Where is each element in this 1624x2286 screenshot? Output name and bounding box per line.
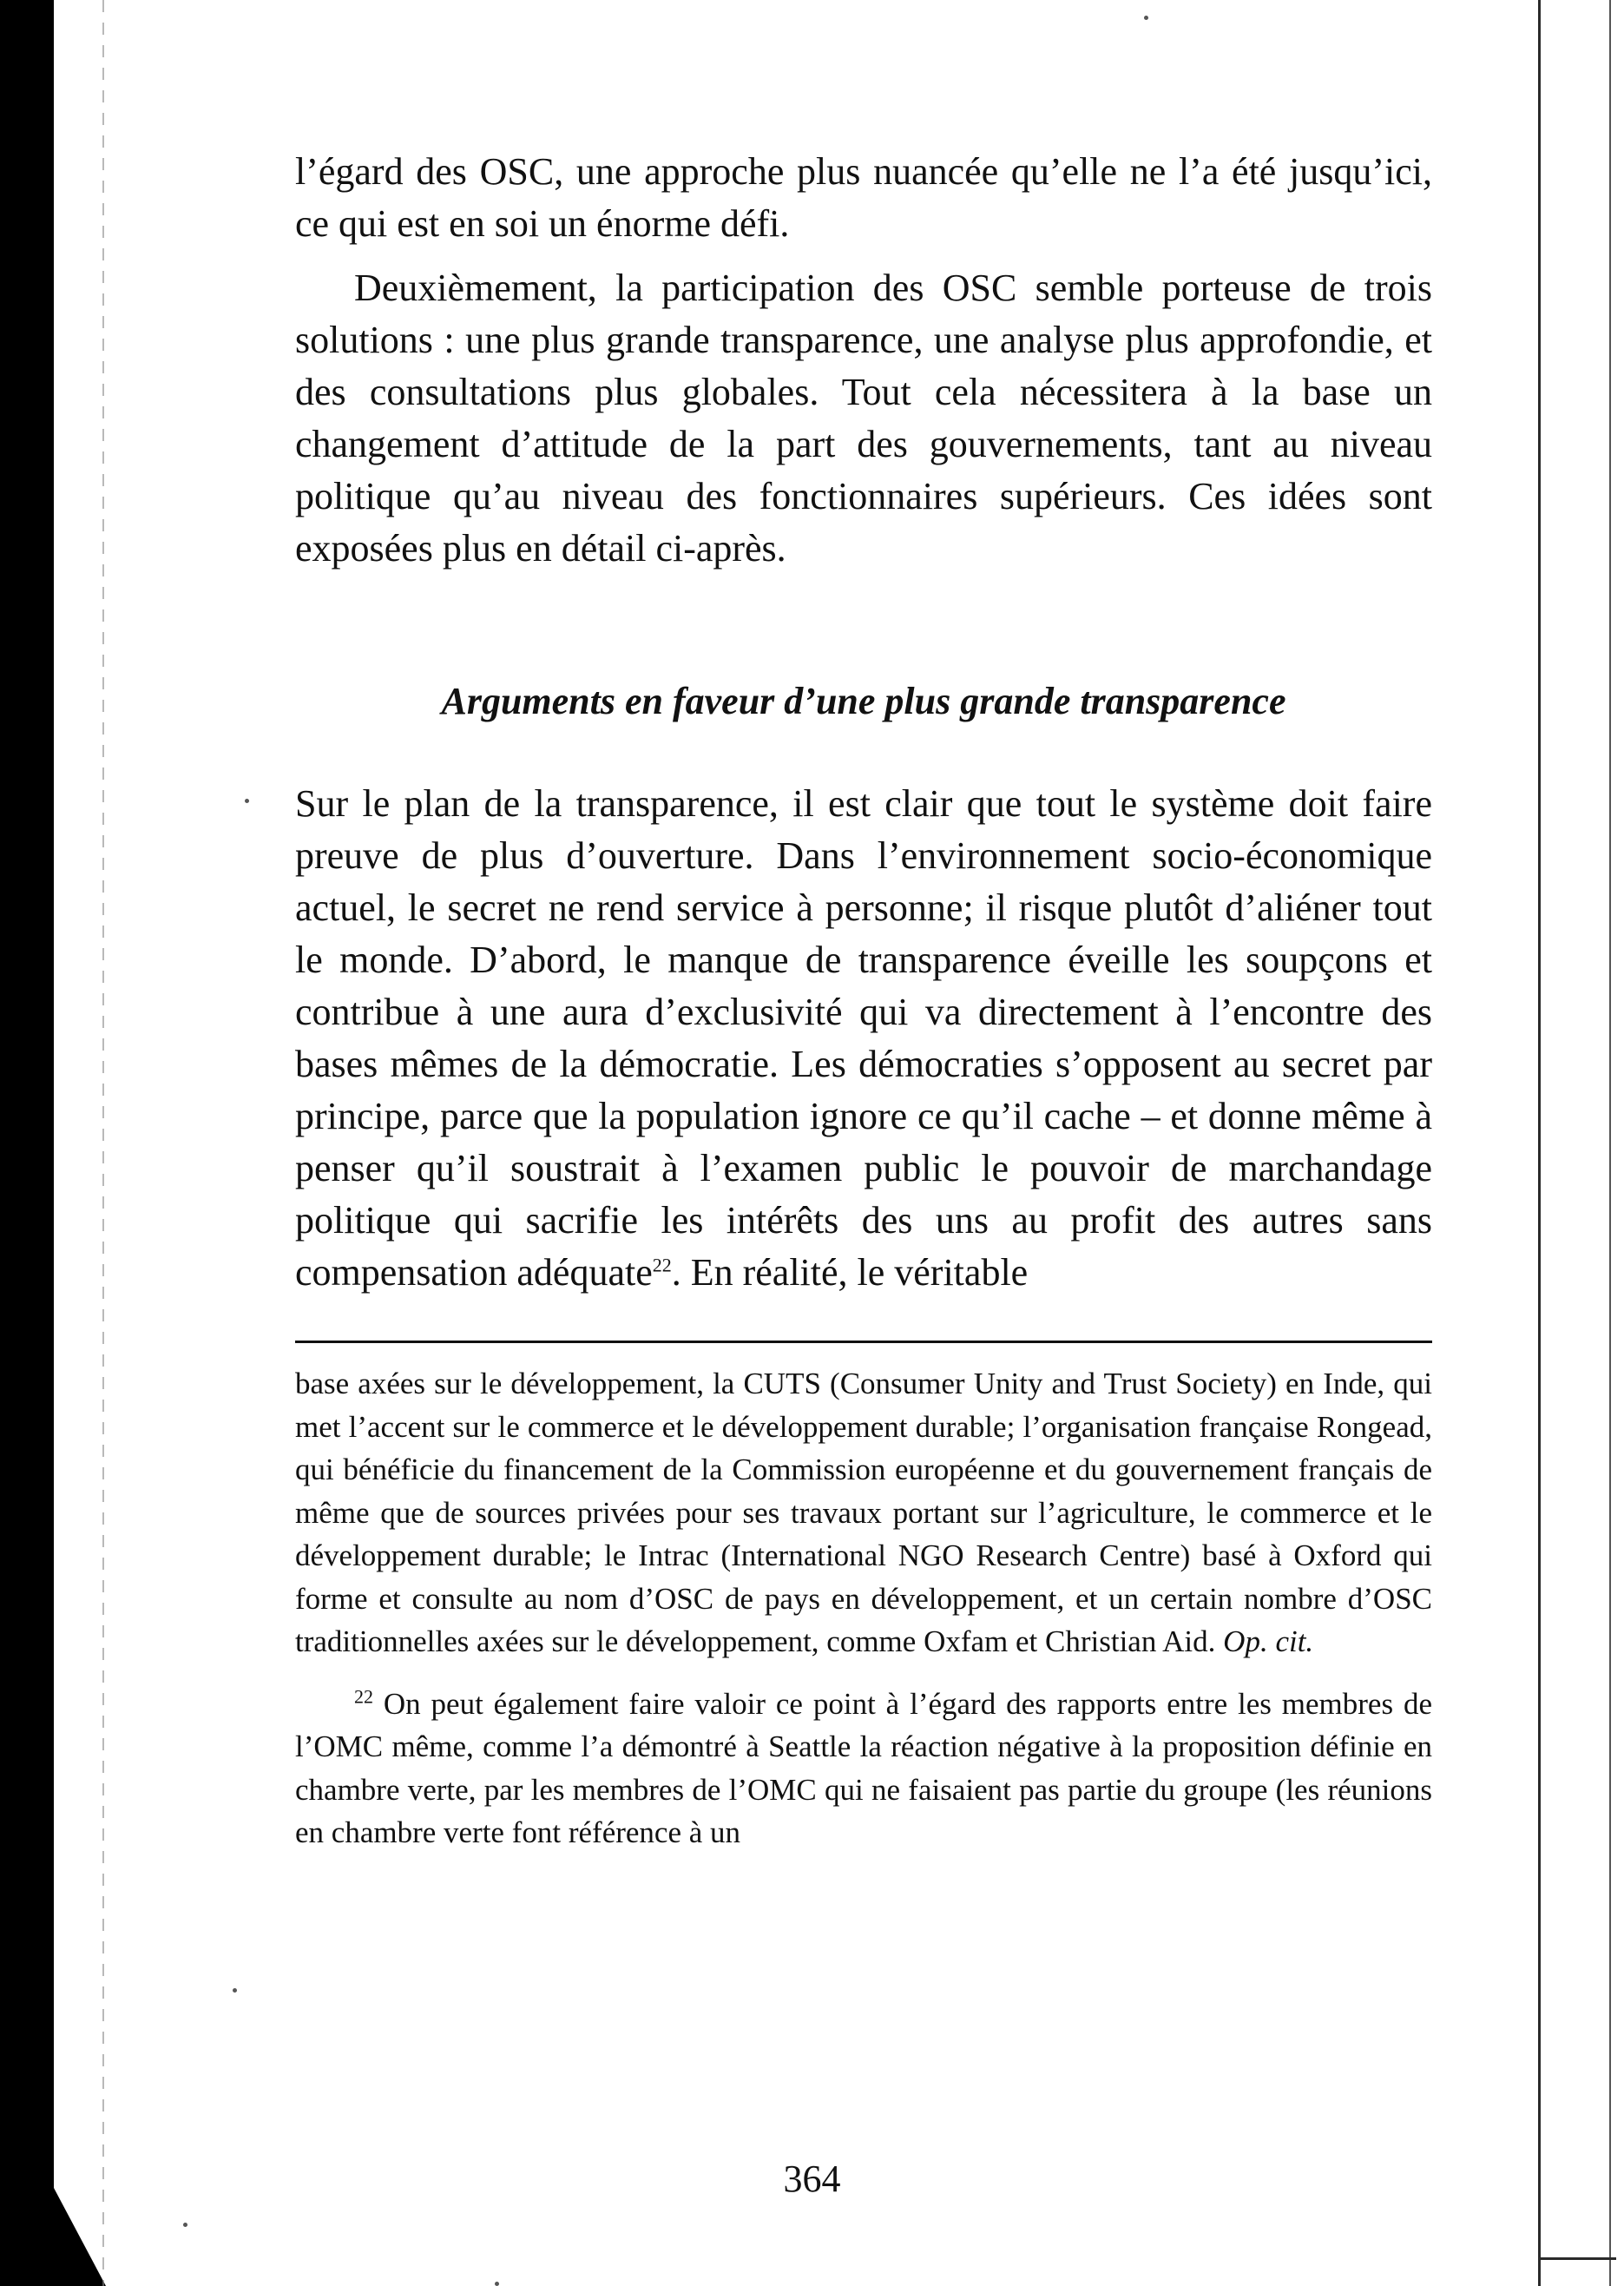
scan-right-edge-line	[1609, 0, 1611, 2286]
footnote-text: On peut également faire valoir ce point à l’égard des rapports entre les membres de l’OMC même, comme l’a démontré à Seattle la réaction négative à la proposition définie en chambre verte, par les membres de l’OMC qui ne faisaient pas partie du groupe (les réunions en chambre verte font référence à un	[295, 1686, 1432, 1849]
scan-right-edge-bottom	[1538, 2257, 1616, 2260]
footnote-separator	[295, 1341, 1432, 1343]
scan-speck	[245, 799, 249, 803]
paragraph-transparency	[295, 778, 1432, 1299]
scan-right-edge-line	[1538, 0, 1541, 2286]
footnotes	[295, 1362, 1432, 1854]
scan-speck	[495, 2282, 499, 2286]
scan-speck	[1144, 16, 1148, 20]
footnote-22	[295, 1683, 1432, 1854]
scan-gutter-line	[102, 0, 104, 2286]
page-number: 364	[783, 2158, 841, 2200]
footnote-ref-22[interactable]: 22	[652, 1254, 672, 1276]
footnote-continued	[295, 1362, 1432, 1663]
footnote-text: base axées sur le développement, la CUTS (Consumer Unity and Trust Society) en Inde, qui met l’accent sur le commerce et le développement durable; l’organisation française Rongead, qui bénéficie du financement de la Commission européenne et du gouvernement français de même que de sources privées pour ses travaux portant sur l’agriculture, le commerce et le développement durable; le Intrac (International NGO Research Centre) basé à Oxford qui forme et consulte au nom d’OSC de pays en développement, et un certain nombre d’OSC traditionnelles axées sur le développement, comme Oxfam et Christian Aid.	[295, 1367, 1432, 1658]
paragraph-intro-2: Deuxièmement, la participation des OSC semble porteuse de trois solutions : une plus grande transparence, une analyse plus approfondie, et des consultations plus globales. Tout cela nécessitera à la base un changement d’attitude de la part des gouvernements, tant au niveau politique qu’au niveau des fonctionnaires supérieurs. Ces idées sont exposées plus en détail ci-après.	[295, 267, 1432, 570]
scan-speck	[183, 2223, 187, 2227]
paragraph-text: . En réalité, le véritable	[671, 1251, 1029, 1294]
paragraph-intro-1: l’égard des OSC, une approche plus nuancée qu’elle ne l’a été jusqu’ici, ce qui est en soi un énorme défi.	[295, 150, 1432, 245]
footnote-citation: Op. cit.	[1223, 1624, 1314, 1658]
paragraph-text: Sur le plan de la transparence, il est clair que tout le système doit faire preuve de plus d’ouverture. Dans l’environnement socio-économique actuel, le secret ne rend service à personne; il risque plutôt d’aliéner tout le monde. D’abord, le manque de transparence éveille les soupçons et contribue à une aura d’exclusivité qui va directement à l’encontre des bases mêmes de la démocratie. Les démocraties s’opposent au secret par principe, parce que la population ignore ce qu’il cache – et donne même à penser qu’il soustrait à l’examen public le pouvoir de marchandage politique qui sacrifie les intérêts des uns au profit des autres sans compensation adéquate	[295, 782, 1432, 1294]
page-body	[295, 146, 1432, 1854]
section-heading: Arguments en faveur d’une plus grande transparence	[441, 680, 1286, 722]
scan-speck	[233, 1988, 237, 1993]
footnote-number: 22	[354, 1684, 373, 1707]
scan-left-shadow	[0, 0, 54, 2286]
